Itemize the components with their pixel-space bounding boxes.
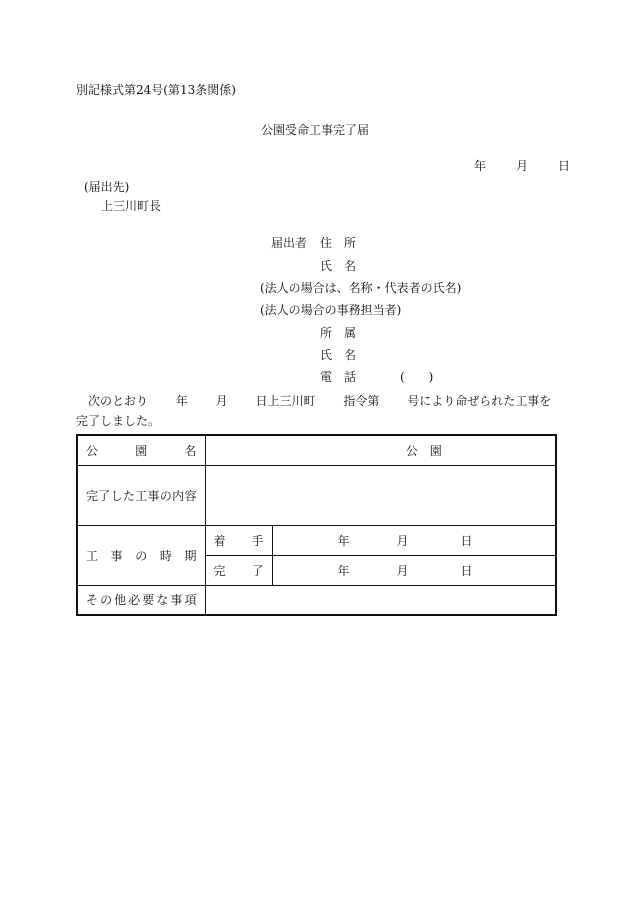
corp-name-note: (法人の場合は、名称・代表者の氏名) — [260, 281, 462, 295]
addressee-name: 上三川町長 — [101, 199, 162, 213]
form-number: 別記様式第24号(第13条関係) — [76, 83, 236, 97]
body-part-2: 年 — [175, 394, 188, 408]
table-row-park-name — [77, 435, 556, 465]
addressee-label: (届出先) — [84, 180, 130, 194]
body-part-4: 日上三川町 — [255, 394, 316, 408]
finish-date-field[interactable] — [272, 555, 556, 585]
corp-contact-note: (法人の場合の事務担当者) — [260, 303, 402, 317]
body-part-1: 次のとおり — [88, 394, 149, 408]
start-year-label: 年 — [337, 533, 350, 548]
park-suffix: 公 園 — [405, 443, 442, 458]
finish-label: 完了 — [205, 555, 272, 585]
phone-label: 電 話 — [320, 370, 357, 384]
body-part-3: 月 — [215, 394, 228, 408]
body-part-5: 指令第 — [343, 394, 380, 408]
park-name-label: 公園名 — [77, 435, 205, 465]
completion-info-table — [76, 434, 557, 616]
phone-parentheses: ( ) — [400, 370, 434, 384]
start-date-field[interactable] — [272, 525, 556, 555]
finish-month-label: 月 — [396, 563, 409, 578]
work-period-label: 工事の時期 — [77, 525, 205, 585]
table-row-other — [77, 585, 556, 615]
other-field[interactable] — [205, 585, 556, 615]
other-label: その他必要な事項 — [77, 585, 205, 615]
finish-day-label: 日 — [460, 563, 473, 578]
work-content-field[interactable] — [205, 465, 556, 525]
document-title: 公園受命工事完了届 — [260, 123, 369, 137]
park-name-field[interactable] — [205, 435, 556, 465]
start-label: 着手 — [205, 525, 272, 555]
department-label: 所 属 — [320, 326, 357, 340]
start-month-label: 月 — [396, 533, 409, 548]
finish-year-label: 年 — [337, 563, 350, 578]
body-text — [76, 391, 558, 431]
contact-name-label: 氏 名 — [320, 348, 357, 362]
date-month-label: 月 — [516, 159, 529, 173]
work-content-label: 完了した工事の内容 — [77, 465, 205, 525]
applicant-label: 届出者 — [271, 236, 308, 250]
table-row-work-start — [77, 525, 556, 555]
address-label: 住 所 — [320, 236, 357, 250]
name-label: 氏 名 — [320, 259, 357, 273]
date-day-label: 日 — [558, 159, 571, 173]
body-part-6: 号により命ぜられた工事を完了しました。 — [76, 394, 552, 428]
date-year-label: 年 — [474, 159, 487, 173]
table-row-work-content — [77, 465, 556, 525]
start-day-label: 日 — [460, 533, 473, 548]
submission-date — [474, 159, 570, 175]
